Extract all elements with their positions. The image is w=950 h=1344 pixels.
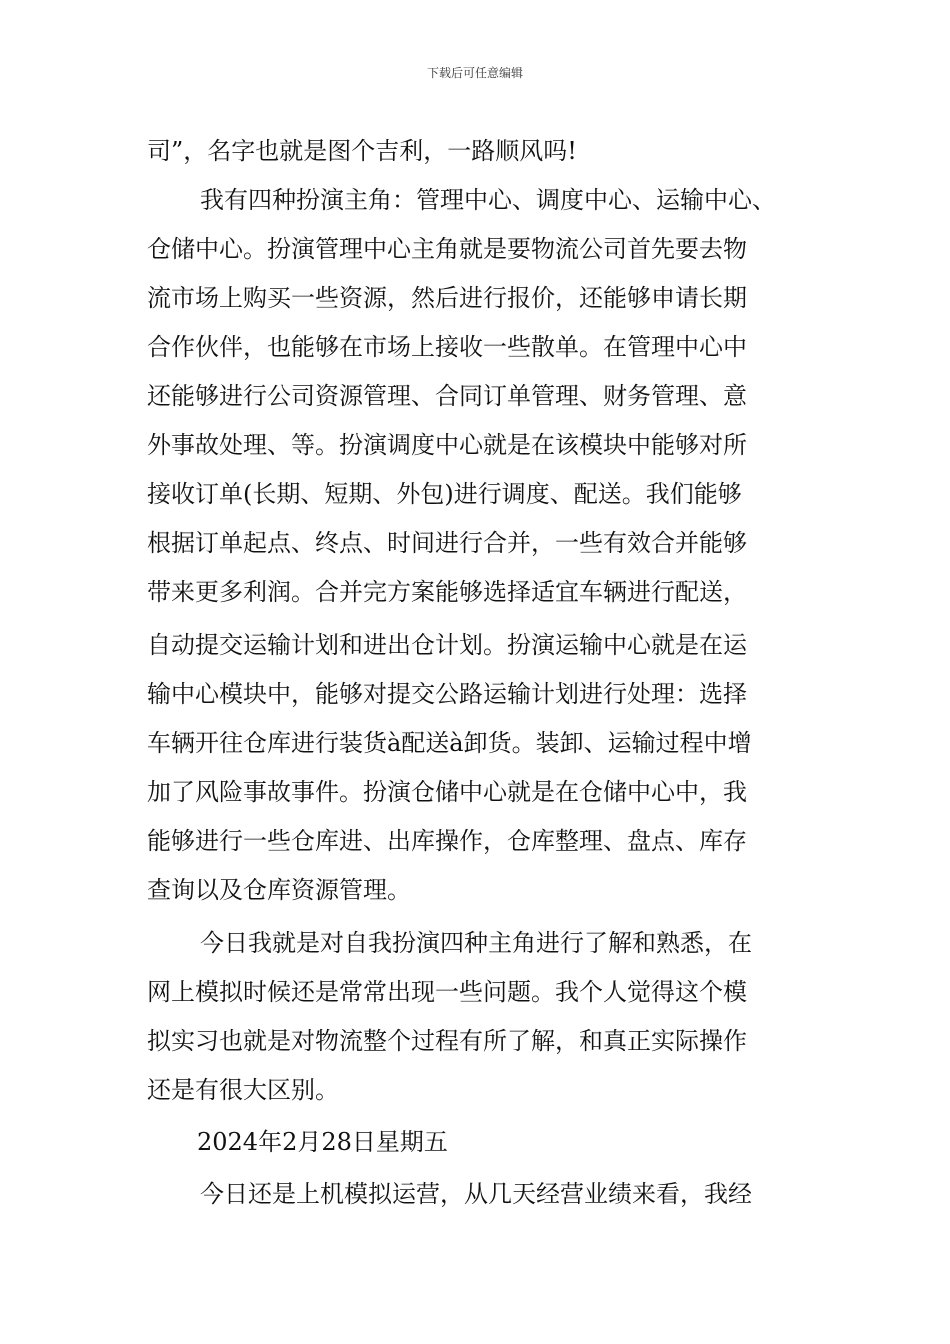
page-header: 下载后可任意编辑	[426, 66, 523, 80]
text-line-11: 自动提交运输计划和进出仓计划。扮演运输中心就是在运	[147, 631, 747, 659]
text-line-10: 带来更多利润。合并完方案能够选择适宜车辆进行配送，	[147, 578, 747, 606]
text-line-20: 还是有很大区别。	[147, 1076, 339, 1104]
text-line-14: 加了风险事故事件。扮演仓储中心就是在仓储中心中，我	[147, 778, 747, 806]
text-line-9: 根据订单起点、终点、时间进行合并，一些有效合并能够	[147, 529, 747, 557]
text-line-2: 我有四种扮演主角：管理中心、调度中心、运输中心、	[200, 186, 776, 214]
text-line-12: 输中心模块中，能够对提交公路运输计划进行处理：选择	[147, 680, 747, 708]
text-line-8: 接收订单(长期、短期、外包)进行调度、配送。我们能够	[147, 480, 742, 508]
text-line-3: 仓储中心。扮演管理中心主角就是要物流公司首先要去物	[147, 235, 747, 263]
date-line: 2024年2月28日星期五	[197, 1128, 448, 1156]
text-line-4: 流市场上购买一些资源，然后进行报价，还能够申请长期	[147, 284, 747, 312]
text-line-17: 今日我就是对自我扮演四种主角进行了解和熟悉，在	[200, 929, 752, 957]
text-line-18: 网上模拟时候还是常常出现一些问题。我个人觉得这个模	[147, 978, 747, 1006]
text-line-13: 车辆开往仓库进行装货à配送à卸货。装卸、运输过程中增	[147, 729, 752, 757]
text-line-6: 还能够进行公司资源管理、合同订单管理、财务管理、意	[147, 382, 747, 410]
text-line-19: 拟实习也就是对物流整个过程有所了解，和真正实际操作	[147, 1027, 747, 1055]
text-line-16: 查询以及仓库资源管理。	[147, 876, 411, 904]
text-line-5: 合作伙伴，也能够在市场上接收一些散单。在管理中心中	[147, 333, 747, 361]
text-line-7: 外事故处理、等。扮演调度中心就是在该模块中能够对所	[147, 431, 747, 459]
text-line-1: 司”，名字也就是图个吉利，一路顺风吗!	[147, 137, 577, 165]
text-line-15: 能够进行一些仓库进、出库操作，仓库整理、盘点、库存	[147, 827, 747, 855]
text-line-22: 今日还是上机模拟运营，从几天经营业绩来看，我经	[200, 1180, 752, 1208]
